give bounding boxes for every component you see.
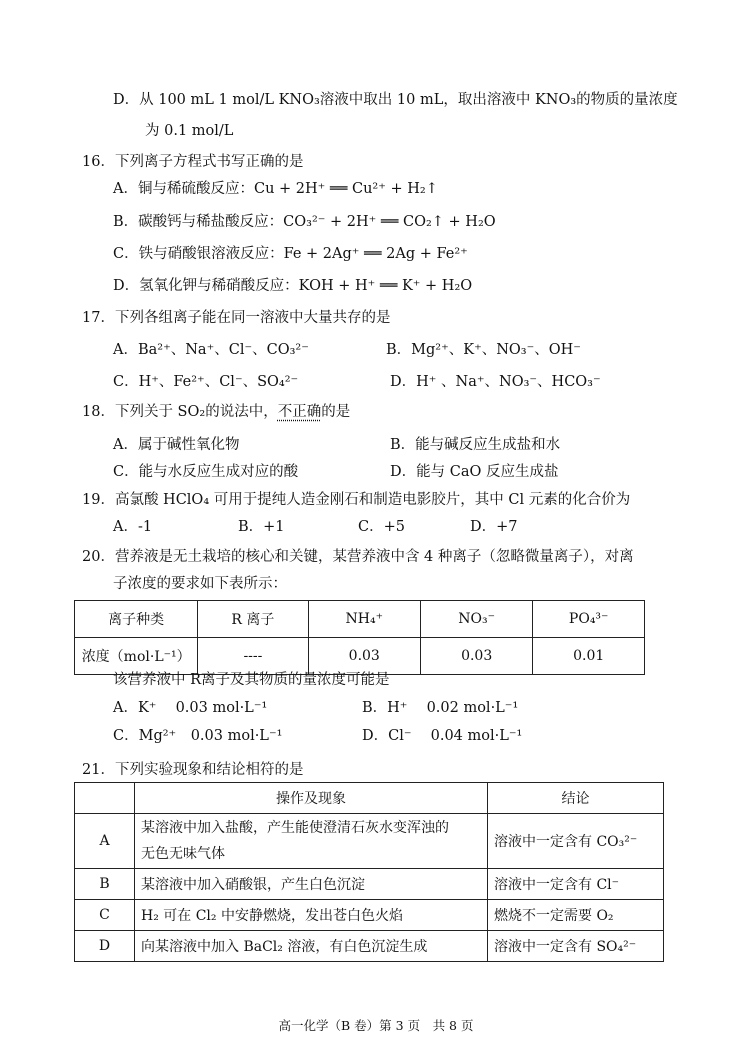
q20-ion-table bbox=[74, 600, 645, 675]
q15-option-d-line1: D．从 100 mL 1 mol/L KNO₃溶液中取出 10 mL，取出溶液中 KNO₃的物质的量浓度 bbox=[113, 92, 678, 108]
q20-stem-line1: 20．营养液是无土栽培的核心和关键，某营养液中含 4 种离子（忽略微量离子），对离 bbox=[82, 549, 634, 565]
q20-option-a: A．K⁺ 0.03 mol·L⁻¹ bbox=[113, 700, 268, 716]
table-cell: PO₄³⁻ bbox=[533, 601, 645, 638]
conclusion-cell: 溶液中一定含有 CO₃²⁻ bbox=[488, 814, 664, 869]
q18-stem-emphasis: 不正确 bbox=[277, 404, 322, 420]
operation-cell bbox=[135, 814, 488, 869]
q16-stem: 16．下列离子方程式书写正确的是 bbox=[82, 154, 304, 170]
table-row bbox=[75, 601, 645, 638]
q18-stem-post: 的是 bbox=[321, 404, 351, 420]
q16-option-d: D．氢氧化钾与稀硝酸反应：KOH + H⁺ ══ K⁺ + H₂O bbox=[113, 278, 473, 294]
q20-stem-line2: 子浓度的要求如下表所示： bbox=[113, 576, 287, 592]
q17-option-b: B．Mg²⁺、K⁺、NO₃⁻、OH⁻ bbox=[386, 342, 581, 358]
q19-stem: 19．高氯酸 HClO₄ 可用于提纯人造金刚石和制造电影胶片，其中 Cl 元素的化合价为 bbox=[82, 492, 631, 508]
q18-stem-pre: 18．下列关于 SO₂的说法中， bbox=[82, 404, 278, 420]
table-header-cell bbox=[75, 783, 135, 814]
q17-option-a: A．Ba²⁺、Na⁺、Cl⁻、CO₃²⁻ bbox=[113, 342, 309, 358]
q18-option-b: B．能与碱反应生成盐和水 bbox=[390, 437, 561, 453]
table-cell: R 离子 bbox=[198, 601, 308, 638]
row-label: C bbox=[75, 900, 135, 931]
operation-line: 无色无味气体 bbox=[141, 846, 225, 862]
table-header-cell: 操作及现象 bbox=[135, 783, 488, 814]
q20-option-d: D．Cl⁻ 0.04 mol·L⁻¹ bbox=[362, 728, 523, 744]
table-cell: 0.03 bbox=[308, 638, 420, 675]
q18-stem bbox=[82, 402, 350, 422]
q16-option-b: B．碳酸钙与稀盐酸反应：CO₃²⁻ + 2H⁺ ══ CO₂↑ + H₂O bbox=[113, 214, 496, 230]
table-cell: ---- bbox=[198, 638, 308, 675]
q21-stem: 21．下列实验现象和结论相符的是 bbox=[82, 762, 304, 778]
row-label: A bbox=[75, 814, 135, 869]
q19-option-d: D．+7 bbox=[470, 519, 518, 535]
operation-cell: 某溶液中加入硝酸银，产生白色沉淀 bbox=[135, 869, 488, 900]
conclusion-cell: 燃烧不一定需要 O₂ bbox=[488, 900, 664, 931]
operation-cell: 向某溶液中加入 BaCl₂ 溶液，有白色沉淀生成 bbox=[135, 931, 488, 962]
table-cell: 0.01 bbox=[533, 638, 645, 675]
table-cell: NO₃⁻ bbox=[420, 601, 532, 638]
q20-question: 该营养液中 R离子及其物质的量浓度可能是 bbox=[113, 672, 390, 688]
q21-experiment-table bbox=[74, 782, 664, 962]
table-cell: 0.03 bbox=[420, 638, 532, 675]
table-row bbox=[75, 638, 645, 675]
q16-option-c: C．铁与硝酸银溶液反应：Fe + 2Ag⁺ ══ 2Ag + Fe²⁺ bbox=[113, 246, 468, 262]
table-cell: NH₄⁺ bbox=[308, 601, 420, 638]
operation-cell: H₂ 可在 Cl₂ 中安静燃烧，发出苍白色火焰 bbox=[135, 900, 488, 931]
q19-option-c: C．+5 bbox=[358, 519, 405, 535]
q15-option-d-line2: 为 0.1 mol/L bbox=[145, 123, 234, 139]
q18-option-d: D．能与 CaO 反应生成盐 bbox=[390, 464, 559, 480]
q17-stem: 17．下列各组离子能在同一溶液中大量共存的是 bbox=[82, 310, 391, 326]
q17-option-c: C．H⁺、Fe²⁺、Cl⁻、SO₄²⁻ bbox=[113, 374, 299, 390]
conclusion-cell: 溶液中一定含有 Cl⁻ bbox=[488, 869, 664, 900]
page-footer: 高一化学（B 卷）第 3 页 共 8 页 bbox=[278, 1018, 474, 1033]
table-row bbox=[75, 931, 664, 962]
q19-option-b: B．+1 bbox=[238, 519, 285, 535]
table-cell: 离子种类 bbox=[75, 601, 198, 638]
row-label: D bbox=[75, 931, 135, 962]
q20-option-c: C．Mg²⁺ 0.03 mol·L⁻¹ bbox=[113, 728, 283, 744]
q18-option-a: A．属于碱性氧化物 bbox=[113, 437, 240, 453]
q18-option-c: C．能与水反应生成对应的酸 bbox=[113, 464, 299, 480]
table-row bbox=[75, 814, 664, 869]
conclusion-cell: 溶液中一定含有 SO₄²⁻ bbox=[488, 931, 664, 962]
row-label: B bbox=[75, 869, 135, 900]
table-header-cell: 结论 bbox=[488, 783, 664, 814]
table-cell: 浓度（mol·L⁻¹） bbox=[75, 638, 198, 675]
table-row bbox=[75, 869, 664, 900]
table-row bbox=[75, 900, 664, 931]
table-row bbox=[75, 783, 664, 814]
operation-line: 某溶液中加入盐酸，产生能使澄清石灰水变浑浊的 bbox=[141, 820, 449, 836]
q17-option-d: D．H⁺ 、Na⁺、NO₃⁻、HCO₃⁻ bbox=[390, 374, 601, 390]
q20-option-b: B．H⁺ 0.02 mol·L⁻¹ bbox=[362, 700, 519, 716]
q16-option-a: A．铜与稀硫酸反应：Cu + 2H⁺ ══ Cu²⁺ + H₂↑ bbox=[113, 181, 438, 197]
q19-option-a: A．-1 bbox=[113, 519, 153, 535]
